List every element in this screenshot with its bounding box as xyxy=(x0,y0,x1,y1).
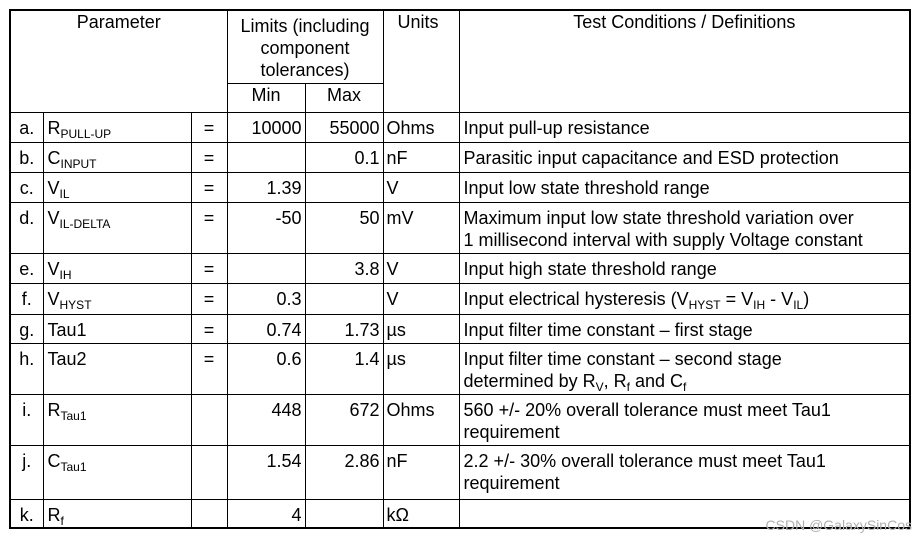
row-letter: f. xyxy=(10,284,43,315)
table-row xyxy=(10,113,910,143)
unit: µs xyxy=(383,344,459,395)
max-value: 1.73 xyxy=(305,315,383,344)
max-value: 2.86 xyxy=(305,446,383,500)
row-letter: j. xyxy=(10,446,43,500)
min-value: 10000 xyxy=(227,113,305,143)
equals-sign xyxy=(191,500,227,528)
row-letter: e. xyxy=(10,254,43,284)
equals-sign: = xyxy=(191,344,227,395)
spec-table xyxy=(9,9,911,529)
equals-sign: = xyxy=(191,113,227,143)
min-value: 0.74 xyxy=(227,315,305,344)
unit: V xyxy=(383,173,459,203)
table-row xyxy=(10,203,910,254)
table-row xyxy=(10,344,910,395)
unit: kΩ xyxy=(383,500,459,528)
min-value: 1.54 xyxy=(227,446,305,500)
table-row xyxy=(10,143,910,173)
equals-sign: = xyxy=(191,284,227,315)
unit: V xyxy=(383,254,459,284)
parameter-name: $R_{Tau1}$ xyxy=(43,395,191,446)
header-limits: Limits (including component tolerances) xyxy=(227,10,383,84)
row-letter: d. xyxy=(10,203,43,254)
min-value: 0.6 xyxy=(227,344,305,395)
equals-sign xyxy=(191,395,227,446)
parameter-name: Tau1 xyxy=(43,315,191,344)
equals-sign: = xyxy=(191,254,227,284)
min-value: 448 xyxy=(227,395,305,446)
unit: nF xyxy=(383,446,459,500)
equals-sign: = xyxy=(191,315,227,344)
table-row xyxy=(10,446,910,500)
table-row xyxy=(10,395,910,446)
min-value xyxy=(227,254,305,284)
max-value: 0.1 xyxy=(305,143,383,173)
test-condition: Input filter time constant – second stage determined by $R_V$, $R_f$ and $C_f$ xyxy=(459,344,910,395)
table-row xyxy=(10,254,910,284)
header-test-conditions: Test Conditions / Definitions xyxy=(459,10,910,113)
table-row xyxy=(10,315,910,344)
equals-sign: = xyxy=(191,143,227,173)
min-value: -50 xyxy=(227,203,305,254)
max-value: 3.8 xyxy=(305,254,383,284)
max-value xyxy=(305,284,383,315)
header-units: Units xyxy=(383,10,459,113)
parameter-name: Tau2 xyxy=(43,344,191,395)
parameter-name: $R_f$ xyxy=(43,500,191,528)
row-letter: c. xyxy=(10,173,43,203)
min-value: 4 xyxy=(227,500,305,528)
parameter-name: $V_{HYST}$ xyxy=(43,284,191,315)
unit: Ohms xyxy=(383,395,459,446)
row-letter: g. xyxy=(10,315,43,344)
parameter-name: $C_{Tau1}$ xyxy=(43,446,191,500)
test-condition: Input electrical hysteresis $(V_{HYST} = V_{IH} - V_{IL})$ xyxy=(459,284,910,315)
min-value: 1.39 xyxy=(227,173,305,203)
unit: µs xyxy=(383,315,459,344)
header-parameter: Parameter xyxy=(10,10,227,113)
row-letter: a. xyxy=(10,113,43,143)
parameter-name: $R_{PULL-UP}$ xyxy=(43,113,191,143)
unit: Ohms xyxy=(383,113,459,143)
row-letter: k. xyxy=(10,500,43,528)
row-letter: h. xyxy=(10,344,43,395)
parameter-name: $V_{IL}$ xyxy=(43,173,191,203)
table-row xyxy=(10,173,910,203)
max-value: 672 xyxy=(305,395,383,446)
unit: mV xyxy=(383,203,459,254)
test-condition: 2.2 +/- 30% overall tolerance must meet Tau1 requirement xyxy=(459,446,910,500)
test-condition: Input pull-up resistance xyxy=(459,113,910,143)
test-condition: Parasitic input capacitance and ESD protection xyxy=(459,143,910,173)
test-condition: Maximum input low state threshold variation over 1 millisecond interval with supply Voltage constant xyxy=(459,203,910,254)
row-letter: i. xyxy=(10,395,43,446)
equals-sign: = xyxy=(191,203,227,254)
test-condition: Input filter time constant – first stage xyxy=(459,315,910,344)
table-row xyxy=(10,284,910,315)
watermark: CSDN @GalaxySinCos xyxy=(765,517,912,533)
max-value: 1.4 xyxy=(305,344,383,395)
equals-sign: = xyxy=(191,173,227,203)
parameter-name: $V_{IH}$ xyxy=(43,254,191,284)
max-value: 50 xyxy=(305,203,383,254)
test-condition: Input low state threshold range xyxy=(459,173,910,203)
test-condition: 560 +/- 20% overall tolerance must meet Tau1 requirement xyxy=(459,395,910,446)
min-value: 0.3 xyxy=(227,284,305,315)
max-value xyxy=(305,173,383,203)
row-letter: b. xyxy=(10,143,43,173)
test-condition: Input high state threshold range xyxy=(459,254,910,284)
header-max: Max xyxy=(305,84,383,113)
max-value: 55000 xyxy=(305,113,383,143)
equals-sign xyxy=(191,446,227,500)
parameter-name: $C_{INPUT}$ xyxy=(43,143,191,173)
parameter-name: $V_{IL-DELTA}$ xyxy=(43,203,191,254)
max-value xyxy=(305,500,383,528)
header-min: Min xyxy=(227,84,305,113)
unit: V xyxy=(383,284,459,315)
min-value xyxy=(227,143,305,173)
unit: nF xyxy=(383,143,459,173)
header-row-top xyxy=(10,10,910,84)
